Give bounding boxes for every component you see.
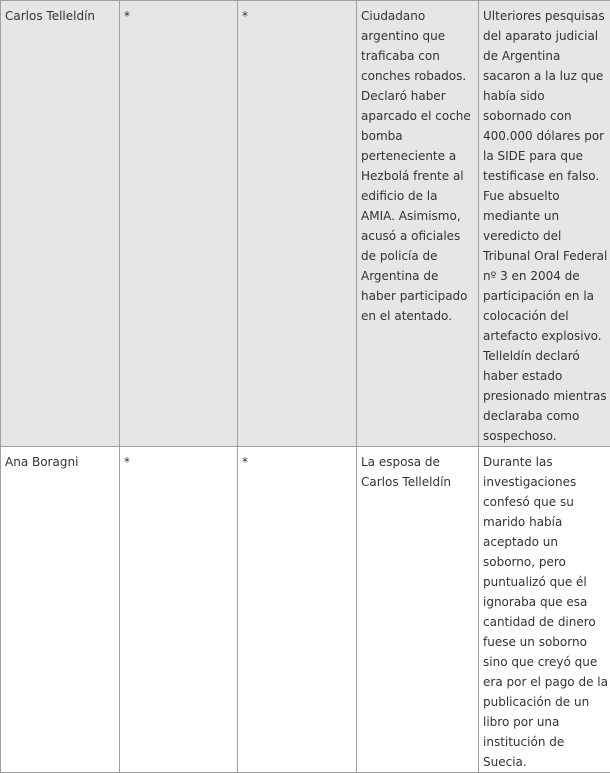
description-cell: Ciudadano argentino que traficaba con conches robados. Declaró haber aparcado el coche bomba perteneciente a Hezbolá frente al edificio de la AMIA. Asimismo, acusó a oficiales de policía de Argentina de haber participado en el atentado.: [357, 1, 479, 447]
table-row: [1, 1, 610, 447]
asterisk-cell: *: [238, 1, 357, 447]
notes-cell: Durante las investigaciones confesó que su marido había aceptado un soborno, pero puntualizó que él ignoraba que esa cantidad de dinero fuese un soborno sino que creyó que era por el pago de la publicación de un libro por una institución de Suecia.: [479, 447, 610, 773]
table-row: [1, 447, 610, 773]
asterisk-cell: *: [238, 447, 357, 773]
asterisk-cell: *: [120, 447, 238, 773]
person-name-cell: Carlos Telleldín: [1, 1, 120, 447]
description-cell: La esposa de Carlos Telleldín: [357, 447, 479, 773]
person-name-cell: Ana Boragni: [1, 447, 120, 773]
notes-cell: Ulteriores pesquisas del aparato judicial de Argentina sacaron a la luz que había sido sobornado con 400.000 dólares por la SIDE para que testificase en falso. Fue absuelto mediante un veredicto del Tribunal Oral Federal nº 3 en 2004 de participación en la colocación del artefacto explosivo. Telleldín declaró haber estado presionado mientras declaraba como sospechoso.: [479, 1, 610, 447]
asterisk-cell: *: [120, 1, 238, 447]
